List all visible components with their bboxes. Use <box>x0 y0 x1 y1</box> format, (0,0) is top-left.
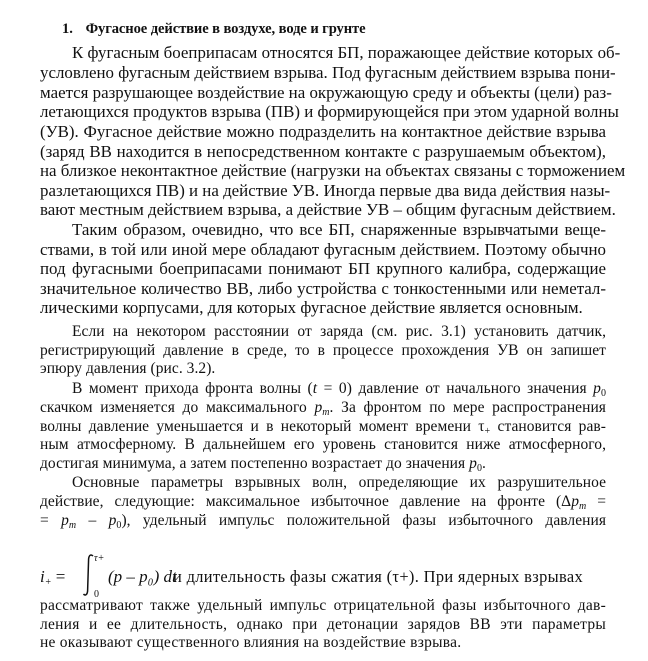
text-line: на близкое неконтактное действие (нагрузки на объектах связаны с торможением <box>40 161 626 180</box>
text-line: летающихся продуктов взрыва (ПВ) и формирующейся при этом ударной волны <box>40 102 619 121</box>
text-line: условлено фугасным действием взрыва. Под фугасным действием взрыва пони- <box>40 63 616 82</box>
text-line: (заряд ВВ находится в непосредственном контакте с разрушаемым объектом), <box>40 142 606 161</box>
text-line: эпюру давления (рис. 3.2). <box>40 360 216 377</box>
text-line: под фугасными боеприпасами понимают БП крупного калибра, содержащие <box>40 259 606 278</box>
formula-tail-text: и длительность фазы сжатия (τ+). При ядерных взрывах <box>173 567 584 586</box>
section-heading <box>62 21 365 38</box>
impulse-formula <box>40 553 640 603</box>
text-line: ствами, в той или иной мере обладают фугасным действием. Поэтому обычно <box>40 240 606 259</box>
text-line: ным атмосферному. В дальнейшем его уровень становится ниже атмосферного, <box>40 436 606 453</box>
integrand: (p – p₀) dt <box>108 567 177 586</box>
section-title: Фугасное действие в воздухе, воде и грунте <box>85 21 366 37</box>
text-line: К фугасным боеприпасам относятся БП, поражающее действие которых об- <box>72 43 621 62</box>
text-line: ления и ее длительность, однако при детонации зарядов ВВ эти параметры <box>40 616 606 633</box>
text-line: В момент прихода фронта волны (t = 0) давление от начального значения $p_0$ <box>72 380 607 399</box>
text-line: волны давление уменьшается и в некоторый момент времени $\tau_+$ становится рав- <box>40 418 606 437</box>
text-line: = $p_m - p_0$), удельный импульс положительной фазы избыточного давления <box>40 512 606 531</box>
text-line: действие, следующие: максимальное избыточное давление на фронте ($\Delta p_m$ = <box>40 493 607 512</box>
text-line: значительное количество ВВ, либо устройства с тонкостенными или неметал- <box>40 279 606 298</box>
text-line: скачком изменяется до максимального $p_m$. За фронтом по мере распространения <box>40 399 606 418</box>
text-line: лическими корпусами, для которых фугасное действие является основным. <box>40 298 583 317</box>
integral-upper-limit: τ+ <box>94 553 105 564</box>
text-line: Таким образом, очевидно, что все БП, снаряженные взрывчатыми веще- <box>72 220 606 239</box>
integral-lower-limit: 0 <box>94 589 99 600</box>
text-line: достигая минимума, а затем постепенно возрастает до значения $p_0$. <box>40 455 486 474</box>
text-line: Основные параметры взрывных волн, определяющие их разрушительное <box>72 474 606 491</box>
text-line: мается разрушающее воздействие на окружающую среду и объекты (цели) раз- <box>40 83 612 102</box>
text-line: (УВ). Фугасное действие можно подразделить на контактное действие взрыва <box>40 122 606 141</box>
section-number: 1. <box>62 21 73 37</box>
text-line: рассматривают также удельный импульс отрицательной фазы избыточного дав- <box>40 597 606 614</box>
text-line: регистрирующий давление в среде, то в процессе прохождения УВ он запишет <box>40 342 606 359</box>
text-line: разлетающихся ПВ) и на действие УВ. Иногда первые два вида действия назы- <box>40 181 611 200</box>
text-line: вают местным действием взрыва, а действие УВ – общим фугасным действием. <box>40 200 616 219</box>
formula-lhs: $i_+$ = <box>40 567 66 588</box>
text-line: Если на некотором расстоянии от заряда (см. рис. 3.1) установить датчик, <box>72 323 606 340</box>
text-line: не оказывают существенного влияния на воздействие взрыва. <box>40 634 462 651</box>
